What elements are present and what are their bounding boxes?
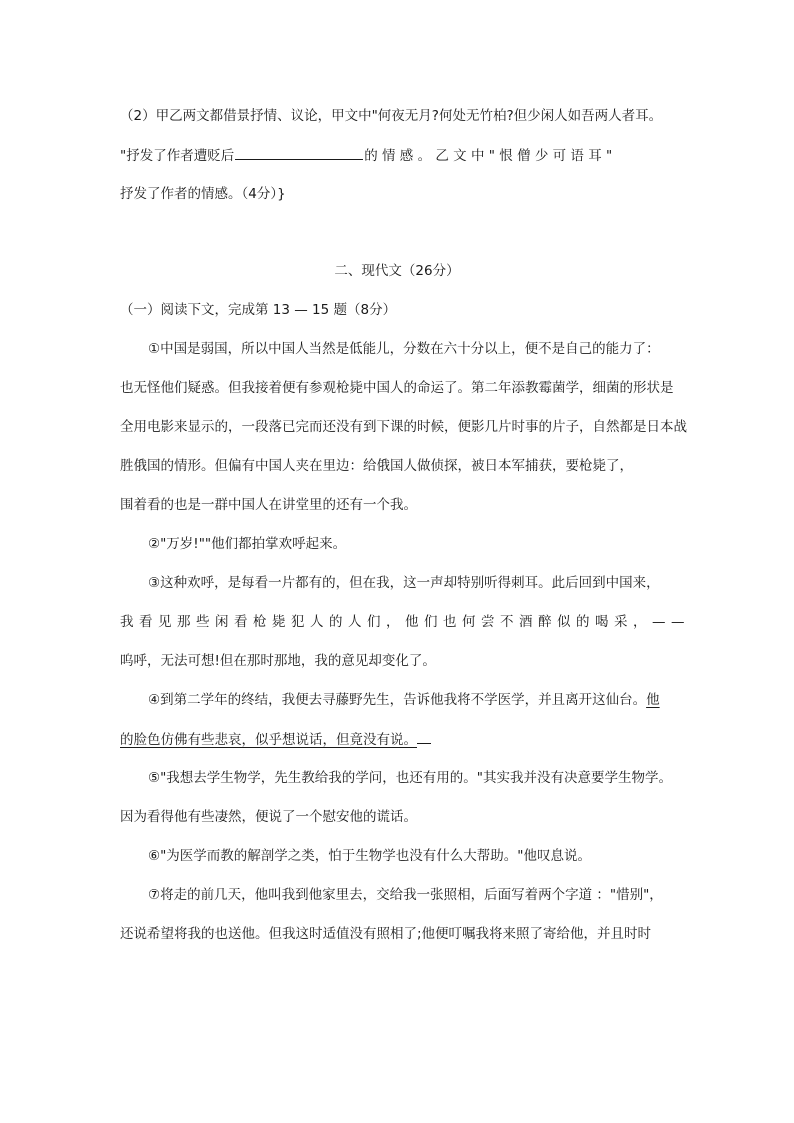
paragraph-4-underlined-start: 他 bbox=[646, 692, 660, 708]
paragraph-3-line-2: 我看见那些闲看枪毙犯人的人们，他们也何尝不酒醉似的喝采，—— bbox=[120, 614, 690, 630]
paragraph-4-line-2 bbox=[120, 729, 431, 750]
underline-tail bbox=[417, 729, 431, 744]
answer-blank[interactable] bbox=[235, 145, 363, 160]
question-2-line-2-end: 的 情 感 。 乙 文 中 " 恨 僧 少 可 语 耳 " bbox=[364, 148, 613, 164]
paragraph-1-line-2: 也无怪他们疑惑。但我接着便有参观枪毙中国人的命运了。第二年添教霉菌学，细菌的形状是 bbox=[120, 380, 674, 396]
paragraph-6: ⑥"为医学而教的解剖学之类，怕于生物学也没有什么大帮助。"他叹息说。 bbox=[148, 848, 592, 864]
paragraph-4-line-1-text: ④到第二学年的终结，我便去寻藤野先生，告诉他我将不学医学，并且离开这仙台。 bbox=[148, 692, 647, 708]
paragraph-4-line-1 bbox=[148, 690, 660, 710]
subsection-heading: （一）阅读下文，完成第 13 — 15 题（8分） bbox=[120, 302, 397, 318]
paragraph-7-line-1: ⑦将走的前几天，他叫我到他家里去，交给我一张照相，后面写着两个字道 ："惜别"， bbox=[148, 887, 663, 903]
paragraph-2: ②"万岁!""他们都拍掌欢呼起来。 bbox=[148, 536, 347, 552]
paragraph-4-underlined-sentence: 的脸色仿佛有些悲哀，似乎想说话，但竟没有说。 bbox=[120, 732, 417, 748]
section-title: 二、现代文（26分） bbox=[334, 263, 460, 279]
paragraph-5-line-2: 因为看得他有些凄然，便说了一个慰安他的谎话。 bbox=[120, 809, 417, 825]
question-2-line-3: 抒发了作者的情感。（4分）} bbox=[120, 186, 286, 202]
paragraph-1-line-3: 全用电影来显示的，一段落已完而还没有到下课的时候，便影几片时事的片子，自然都是日本战 bbox=[120, 419, 687, 435]
paragraph-1-line-4: 胜俄国的情形。但偏有中国人夹在里边：给俄国人做侦探，被日本军捕获，要枪毙了， bbox=[120, 458, 633, 474]
paragraph-1-line-1: ①中国是弱国，所以中国人当然是低能儿，分数在六十分以上，便不是自己的能力了： bbox=[148, 341, 660, 357]
paragraph-3-line-1: ③这种欢呼，是每看一片都有的，但在我，这一声却特别听得刺耳。此后回到中国来， bbox=[148, 575, 660, 591]
paragraph-7-line-2: 还说希望将我的也送他。但我这时适值没有照相了;他便叮嘱我将来照了寄给他，并且时时 bbox=[120, 926, 652, 942]
question-2-line-2-start: "抒发了作者遭贬后 bbox=[120, 148, 235, 164]
question-2-line-2 bbox=[120, 145, 612, 166]
paragraph-3-line-3: 呜呼，无法可想!但在那时那地，我的意见却变化了。 bbox=[120, 653, 436, 669]
paragraph-1-line-5: 围着看的也是一群中国人在讲堂里的还有一个我。 bbox=[120, 497, 417, 513]
question-2-line-1: （2）甲乙两文都借景抒情、议论，甲文中"何夜无月?何处无竹柏?但少闲人如吾两人者耳。 bbox=[120, 108, 663, 124]
paragraph-5-line-1: ⑤"我想去学生物学，先生教给我的学问，也还有用的。"其实我并没有决意要学生物学。 bbox=[148, 770, 673, 786]
